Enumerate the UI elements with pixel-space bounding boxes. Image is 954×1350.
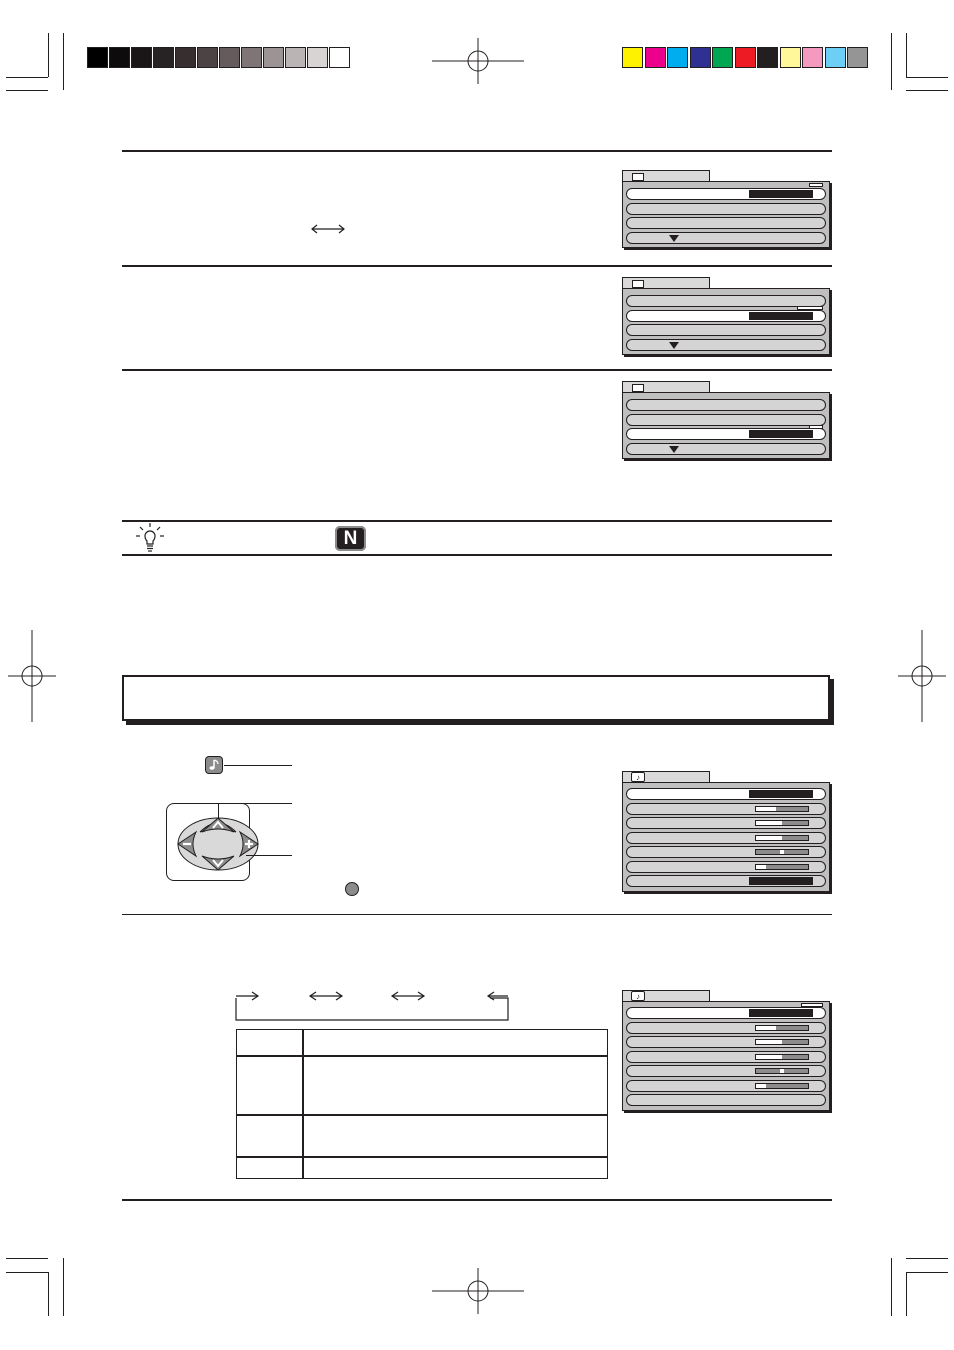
screen-icon [632, 280, 644, 288]
menu-row[interactable] [626, 295, 826, 307]
section-rule-2 [122, 265, 832, 267]
menu-row[interactable] [626, 324, 826, 336]
table-row-divider [237, 1055, 607, 1057]
screen-icon [632, 384, 644, 392]
menu-row[interactable] [626, 217, 826, 229]
color-swatch [645, 47, 666, 68]
color-swatch [690, 47, 711, 68]
level-bar[interactable] [755, 849, 809, 855]
registration-mark-left [8, 630, 56, 722]
level-bar[interactable] [755, 1025, 809, 1031]
color-swatch [780, 47, 801, 68]
scroll-down-icon[interactable] [669, 342, 679, 349]
screen-icon [632, 173, 644, 181]
n-key-label: N [343, 528, 358, 549]
cursor-pad[interactable] [172, 812, 264, 876]
table-row-divider [237, 1156, 607, 1158]
level-bar[interactable] [755, 864, 809, 870]
scroll-down-icon[interactable] [669, 235, 679, 242]
round-button-icon [345, 882, 359, 896]
menu-row[interactable] [626, 232, 826, 244]
section-rule-1 [122, 150, 832, 152]
level-bar[interactable] [755, 1054, 809, 1060]
audio-menu-row[interactable] [626, 846, 826, 858]
level-bar[interactable] [755, 806, 809, 812]
audio-menu-row[interactable] [626, 1094, 826, 1106]
audio-menu-row[interactable] [626, 1051, 826, 1063]
picture-menu-3 [622, 381, 830, 459]
mode-table [236, 1029, 608, 1179]
callout-line-up [218, 803, 292, 804]
audio-menu-row[interactable] [626, 1022, 826, 1034]
menu-row[interactable] [626, 399, 826, 411]
music-note-icon: ♪ [631, 991, 645, 1001]
callout-line-up-v [218, 803, 219, 819]
picture-menu-2 [622, 277, 830, 355]
scroll-down-icon[interactable] [669, 446, 679, 453]
tip-rule-bottom [122, 554, 832, 556]
color-swatch [847, 47, 868, 68]
tip-rule-top [122, 520, 832, 522]
menu-row[interactable] [626, 443, 826, 455]
gray-swatch [131, 47, 152, 68]
audio-menu-row[interactable] [626, 803, 826, 815]
audio-menu-2 [622, 990, 830, 1111]
gray-swatch [241, 47, 262, 68]
gray-swatch [307, 47, 328, 68]
setting-value-box [749, 790, 813, 798]
indicator-icon [809, 183, 823, 187]
audio-menu-row[interactable] [626, 832, 826, 844]
registration-mark-right [898, 630, 946, 722]
audio-menu-1 [622, 771, 830, 892]
color-swatch [757, 47, 778, 68]
music-note-icon [206, 757, 221, 772]
gray-swatch [175, 47, 196, 68]
audio-menu-row[interactable] [626, 1036, 826, 1048]
level-bar[interactable] [755, 1039, 809, 1045]
menu-row[interactable] [626, 310, 826, 322]
table-row-divider [237, 1114, 607, 1116]
audio-heading-box [122, 675, 830, 721]
audio-menu-row[interactable] [626, 788, 826, 800]
color-swatch [825, 47, 846, 68]
gray-swatch [197, 47, 218, 68]
audio-menu-row[interactable] [626, 1007, 826, 1019]
audio-menu-row[interactable] [626, 861, 826, 873]
audio-menu-row[interactable] [626, 875, 826, 887]
color-swatch [622, 47, 643, 68]
gray-swatch [263, 47, 284, 68]
level-bar[interactable] [755, 820, 809, 826]
registration-mark-bottom [432, 1268, 524, 1314]
n-key-button[interactable] [335, 526, 366, 551]
audio-menu-row[interactable] [626, 1065, 826, 1077]
color-swatch [712, 47, 733, 68]
setting-value-box [749, 1009, 813, 1017]
level-bar[interactable] [755, 835, 809, 841]
level-bar[interactable] [755, 1068, 809, 1074]
gray-swatch [219, 47, 240, 68]
gray-swatch [109, 47, 130, 68]
setting-value-box [749, 877, 813, 885]
section-rule-4 [122, 914, 832, 915]
menu-row[interactable] [626, 203, 826, 215]
menu-row[interactable] [626, 339, 826, 351]
gray-swatch [285, 47, 306, 68]
menu-row[interactable] [626, 428, 826, 440]
gray-swatch [87, 47, 108, 68]
registration-mark-top [432, 38, 524, 84]
menu-row[interactable] [626, 414, 826, 426]
color-swatch [667, 47, 688, 68]
color-swatch [802, 47, 823, 68]
lightbulb-icon [134, 521, 166, 553]
menu-row[interactable] [626, 188, 826, 200]
gray-swatch [329, 47, 350, 68]
audio-button[interactable] [205, 756, 223, 774]
double-arrow-icon [310, 224, 346, 234]
audio-menu-row[interactable] [626, 1080, 826, 1092]
color-swatch [735, 47, 756, 68]
mode-cycle-diagram [232, 988, 512, 1022]
bottom-rule [122, 1199, 832, 1201]
section-rule-3 [122, 369, 832, 371]
music-note-icon: ♪ [631, 772, 645, 782]
callout-line-audio [224, 765, 292, 766]
picture-menu-1 [622, 170, 830, 248]
gray-swatch [153, 47, 174, 68]
callout-line-right [246, 855, 292, 856]
audio-menu-row[interactable] [626, 817, 826, 829]
level-bar[interactable] [755, 1083, 809, 1089]
